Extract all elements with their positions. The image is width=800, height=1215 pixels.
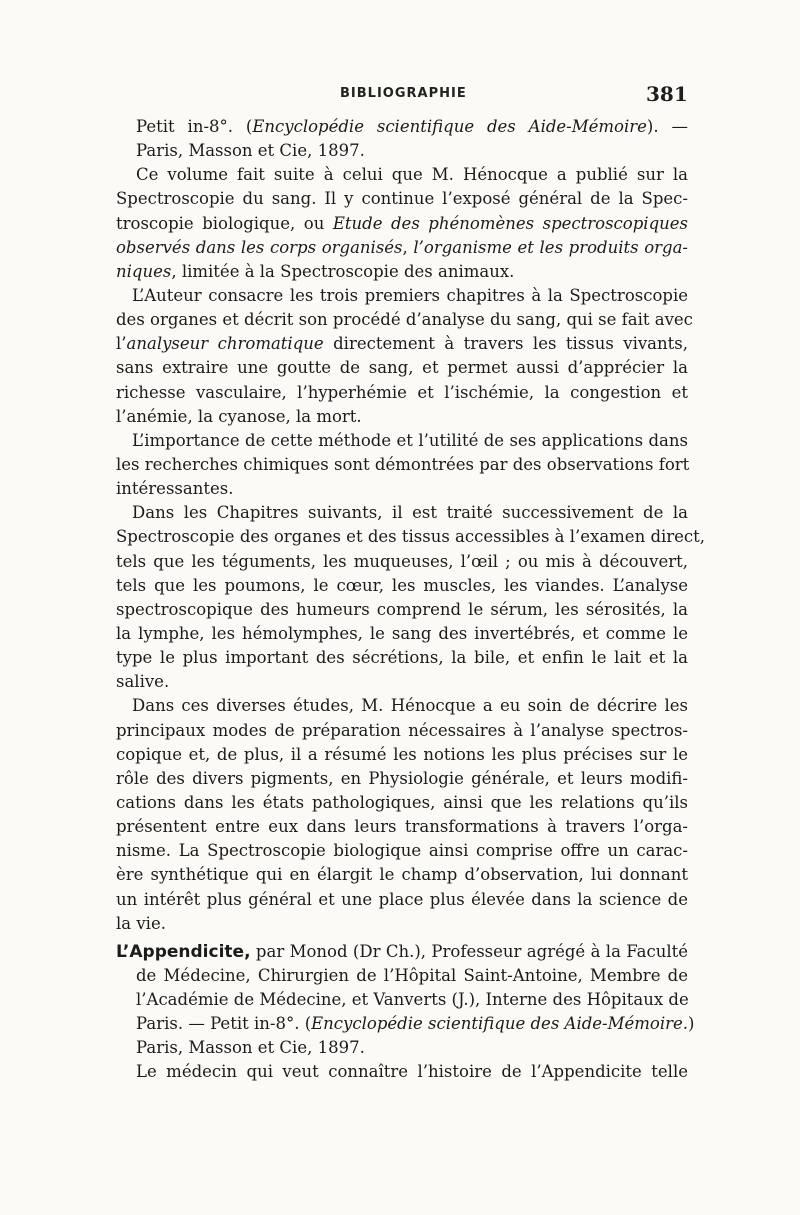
entry-title: L’Appendicite, [116, 941, 251, 962]
text-line: L’importance de cette méthode et l’utilité de ses applications dans [132, 430, 688, 450]
text-line: l’anémie, la cyanose, la mort. [116, 406, 362, 426]
text-line: nisme. La Spectroscopie biologique ainsi comprise offre un carac- [116, 841, 688, 861]
text-line: observés dans les corps organisés, l’organisme et les produits orga- [116, 237, 688, 257]
text-line: Dans les Chapitres suivants, il est traité successivement de la [132, 503, 688, 523]
main-text [116, 115, 706, 1085]
text-line: un intérêt plus général et une place plus élevée dans la science de [116, 889, 688, 909]
text-line: présentent entre eux dans leurs transformations à travers l’orga- [116, 817, 688, 837]
text-line: ère synthétique qui en élargit le champ d’observation, lui donnant [116, 865, 688, 885]
text-line: de Médecine, Chirurgien de l’Hôpital Saint-Antoine, Membre de [136, 965, 688, 985]
text-line: les recherches chimiques sont démontrées par des observations fort [116, 454, 690, 474]
text-line: Spectroscopie du sang. Il y continue l’exposé général de la Spec- [116, 189, 688, 209]
text-line: rôle des divers pigments, en Physiologie générale, et leurs modifi- [116, 768, 688, 788]
text-line: richesse vasculaire, l’hyperhémie et l’ischémie, la congestion et [116, 382, 688, 402]
text-line: Spectroscopie des organes et des tissus accessibles à l’examen direct, [116, 527, 706, 547]
text-line: intéressantes. [116, 479, 234, 499]
text-line: Paris, Masson et Cie, 1897. [136, 1038, 365, 1058]
running-title: BIBLIOGRAPHIE [340, 86, 467, 101]
text-line: des organes et décrit son procédé d’analyse du sang, qui se fait avec [116, 310, 693, 330]
text-line: tels que les poumons, le cœur, les muscles, les viandes. L’analyse [116, 575, 688, 595]
text-line: sans extraire une goutte de sang, et permet aussi d’apprécier la [116, 358, 688, 378]
text-line: Ce volume fait suite à celui que M. Hénocque a publié sur la [136, 165, 688, 185]
text-line: Paris. — Petit in-8°. (Encyclopédie scientifique des Aide-Mémoire.) [136, 1014, 695, 1034]
text-line: spectroscopique des humeurs comprend le sérum, les sérosités, la [116, 599, 688, 619]
text-line: la lymphe, les hémolymphes, le sang des invertébrés, et comme le [116, 623, 688, 643]
text-line: l’Académie de Médecine, et Vanverts (J.), Interne des Hôpitaux de [136, 990, 689, 1010]
text-line: Paris, Masson et Cie, 1897. [136, 141, 365, 161]
text-line: troscopie biologique, ou Etude des phénomènes spectroscopiques [116, 213, 688, 233]
text-line: niques, limitée à la Spectroscopie des animaux. [116, 261, 515, 281]
text-line: tels que les téguments, les muqueuses, l’œil ; ou mis à découvert, [116, 551, 688, 571]
page-header [0, 78, 800, 108]
entry-heading-line [116, 940, 688, 964]
entry-author-line: par Monod (Dr Ch.), Professeur agrégé à la Faculté [255, 941, 688, 961]
text-line: type le plus important des sécrétions, la bile, et enfin le lait et la [116, 648, 688, 668]
text-line: Petit in-8°. (Encyclopédie scientifique des Aide-Mémoire). — [136, 117, 688, 136]
text-line: L’Auteur consacre les trois premiers chapitres à la Spectroscopie [132, 285, 688, 305]
text-line: copique et, de plus, il a résumé les notions les plus précises sur le [116, 744, 688, 764]
text-line: principaux modes de préparation nécessaires à l’analyse spectros- [116, 720, 688, 740]
text-line: Le médecin qui veut connaître l’histoire de l’Appendicite telle [136, 1062, 688, 1082]
text-line: Dans ces diverses études, M. Hénocque a eu soin de décrire les [132, 696, 688, 716]
text-line: cations dans les états pathologiques, ainsi que les relations qu’ils [116, 792, 688, 812]
text-line: la vie. [116, 913, 166, 933]
text-line: l’analyseur chromatique directement à travers les tissus vivants, [116, 334, 688, 354]
text-line: salive. [116, 672, 170, 692]
page-number: 381 [646, 82, 688, 106]
